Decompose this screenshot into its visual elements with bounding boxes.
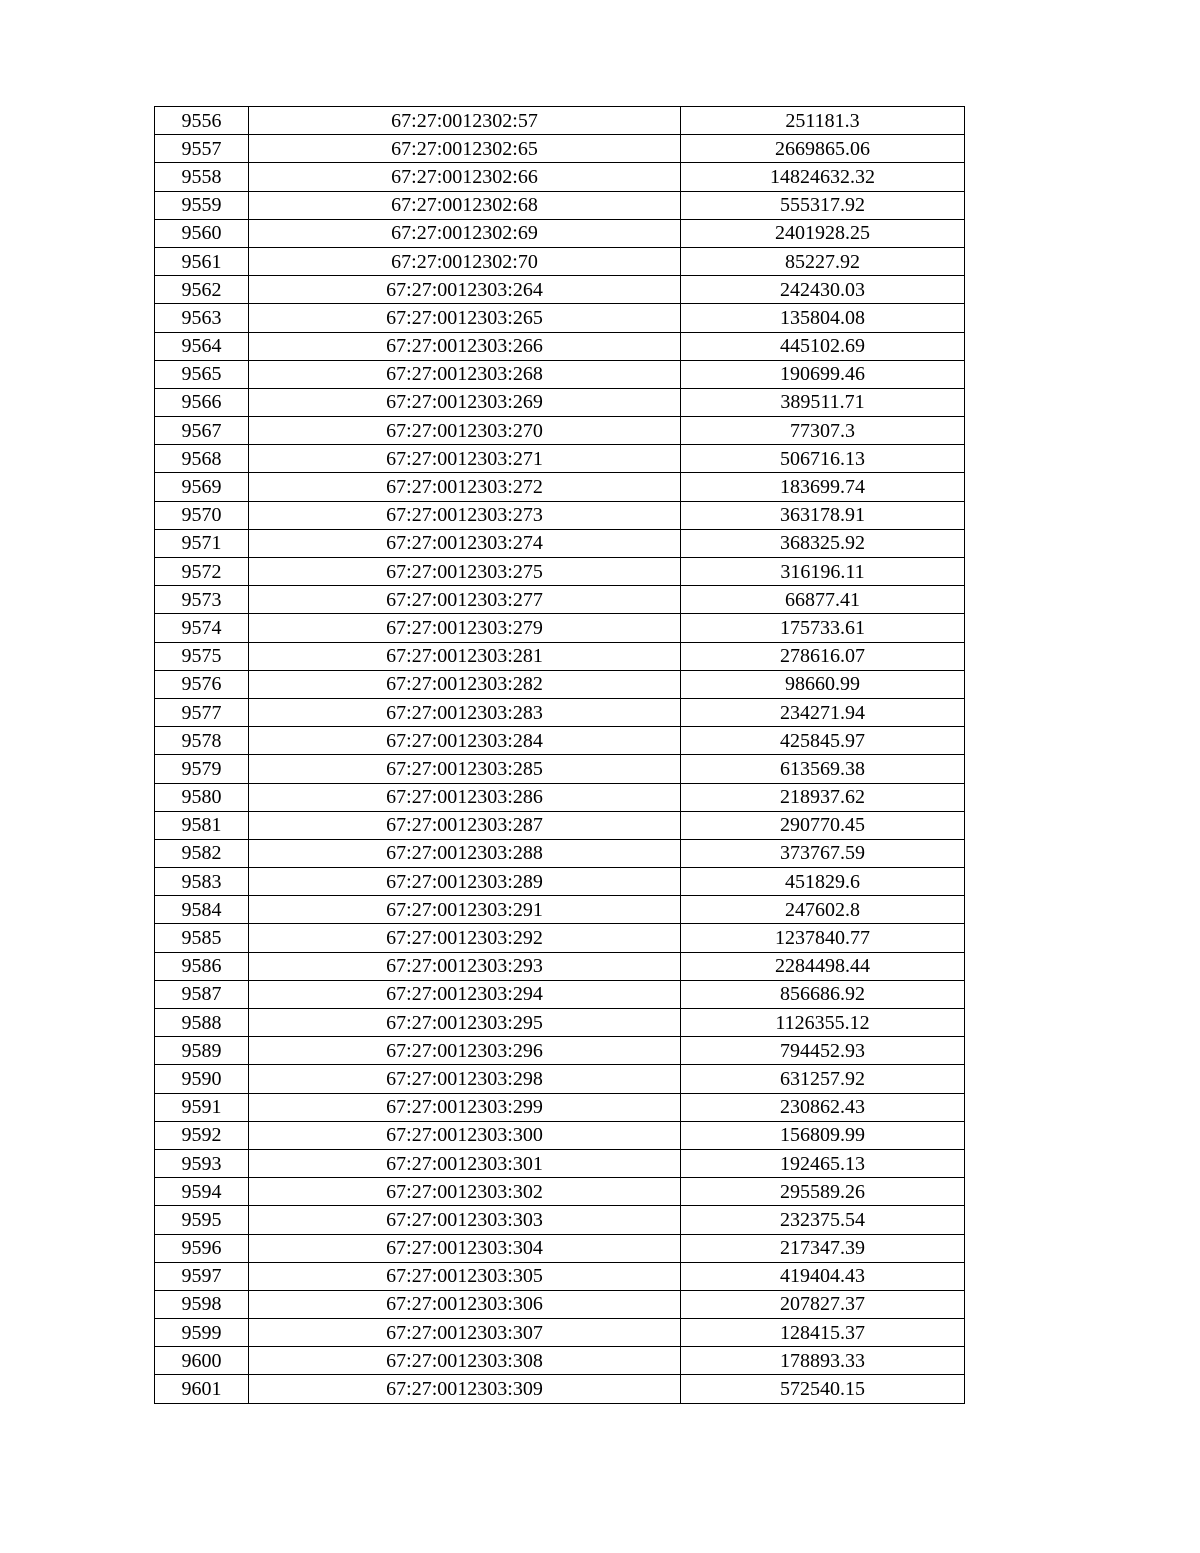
row-number-cell: 9575 bbox=[155, 642, 249, 670]
value-cell: 295589.26 bbox=[681, 1178, 965, 1206]
cadastral-number-cell: 67:27:0012303:275 bbox=[249, 558, 681, 586]
value-cell: 234271.94 bbox=[681, 698, 965, 726]
table-row bbox=[155, 473, 965, 501]
cadastral-number-cell: 67:27:0012303:292 bbox=[249, 924, 681, 952]
row-number-cell: 9588 bbox=[155, 1009, 249, 1037]
value-cell: 232375.54 bbox=[681, 1206, 965, 1234]
table-row bbox=[155, 1262, 965, 1290]
cadastral-number-cell: 67:27:0012303:287 bbox=[249, 811, 681, 839]
value-cell: 175733.61 bbox=[681, 614, 965, 642]
table-row bbox=[155, 586, 965, 614]
value-cell: 1237840.77 bbox=[681, 924, 965, 952]
row-number-cell: 9580 bbox=[155, 783, 249, 811]
value-cell: 247602.8 bbox=[681, 896, 965, 924]
table-row bbox=[155, 727, 965, 755]
table-row bbox=[155, 952, 965, 980]
value-cell: 1126355.12 bbox=[681, 1009, 965, 1037]
table-row bbox=[155, 924, 965, 952]
table-row bbox=[155, 755, 965, 783]
cadastral-number-cell: 67:27:0012303:277 bbox=[249, 586, 681, 614]
value-cell: 419404.43 bbox=[681, 1262, 965, 1290]
table-body bbox=[155, 107, 965, 1404]
table-row bbox=[155, 1290, 965, 1318]
table-row bbox=[155, 1178, 965, 1206]
cadastral-number-cell: 67:27:0012303:306 bbox=[249, 1290, 681, 1318]
cadastral-number-cell: 67:27:0012303:282 bbox=[249, 670, 681, 698]
row-number-cell: 9565 bbox=[155, 360, 249, 388]
value-cell: 572540.15 bbox=[681, 1375, 965, 1403]
row-number-cell: 9593 bbox=[155, 1149, 249, 1177]
value-cell: 98660.99 bbox=[681, 670, 965, 698]
table-row bbox=[155, 1065, 965, 1093]
table-row bbox=[155, 163, 965, 191]
cadastral-number-cell: 67:27:0012303:309 bbox=[249, 1375, 681, 1403]
value-cell: 85227.92 bbox=[681, 247, 965, 275]
value-cell: 183699.74 bbox=[681, 473, 965, 501]
row-number-cell: 9590 bbox=[155, 1065, 249, 1093]
value-cell: 389511.71 bbox=[681, 388, 965, 416]
row-number-cell: 9599 bbox=[155, 1319, 249, 1347]
row-number-cell: 9585 bbox=[155, 924, 249, 952]
table-row bbox=[155, 698, 965, 726]
row-number-cell: 9563 bbox=[155, 304, 249, 332]
table-row bbox=[155, 332, 965, 360]
table-row bbox=[155, 868, 965, 896]
value-cell: 631257.92 bbox=[681, 1065, 965, 1093]
row-number-cell: 9557 bbox=[155, 135, 249, 163]
value-cell: 77307.3 bbox=[681, 417, 965, 445]
cadastral-number-cell: 67:27:0012303:296 bbox=[249, 1037, 681, 1065]
value-cell: 506716.13 bbox=[681, 445, 965, 473]
table-row bbox=[155, 614, 965, 642]
value-cell: 218937.62 bbox=[681, 783, 965, 811]
table-row bbox=[155, 980, 965, 1008]
cadastral-number-cell: 67:27:0012302:69 bbox=[249, 219, 681, 247]
table-row bbox=[155, 529, 965, 557]
cadastral-number-cell: 67:27:0012303:289 bbox=[249, 868, 681, 896]
table-row bbox=[155, 783, 965, 811]
cadastral-number-cell: 67:27:0012303:286 bbox=[249, 783, 681, 811]
cadastral-number-cell: 67:27:0012303:308 bbox=[249, 1347, 681, 1375]
cadastral-number-cell: 67:27:0012303:268 bbox=[249, 360, 681, 388]
value-cell: 66877.41 bbox=[681, 586, 965, 614]
cadastral-number-cell: 67:27:0012303:291 bbox=[249, 896, 681, 924]
cadastral-number-cell: 67:27:0012303:300 bbox=[249, 1121, 681, 1149]
value-cell: 613569.38 bbox=[681, 755, 965, 783]
row-number-cell: 9572 bbox=[155, 558, 249, 586]
row-number-cell: 9568 bbox=[155, 445, 249, 473]
table-row bbox=[155, 191, 965, 219]
cadastral-number-cell: 67:27:0012302:65 bbox=[249, 135, 681, 163]
cadastral-number-cell: 67:27:0012303:303 bbox=[249, 1206, 681, 1234]
cadastral-number-cell: 67:27:0012303:264 bbox=[249, 276, 681, 304]
row-number-cell: 9581 bbox=[155, 811, 249, 839]
value-cell: 2284498.44 bbox=[681, 952, 965, 980]
row-number-cell: 9566 bbox=[155, 388, 249, 416]
value-cell: 2401928.25 bbox=[681, 219, 965, 247]
cadastral-number-cell: 67:27:0012303:281 bbox=[249, 642, 681, 670]
row-number-cell: 9582 bbox=[155, 839, 249, 867]
cadastral-number-cell: 67:27:0012303:269 bbox=[249, 388, 681, 416]
value-cell: 425845.97 bbox=[681, 727, 965, 755]
table-row bbox=[155, 135, 965, 163]
cadastral-number-cell: 67:27:0012302:66 bbox=[249, 163, 681, 191]
table-row bbox=[155, 304, 965, 332]
value-cell: 363178.91 bbox=[681, 501, 965, 529]
row-number-cell: 9570 bbox=[155, 501, 249, 529]
row-number-cell: 9573 bbox=[155, 586, 249, 614]
cadastral-number-cell: 67:27:0012302:57 bbox=[249, 107, 681, 135]
value-cell: 217347.39 bbox=[681, 1234, 965, 1262]
row-number-cell: 9584 bbox=[155, 896, 249, 924]
value-cell: 2669865.06 bbox=[681, 135, 965, 163]
value-cell: 14824632.32 bbox=[681, 163, 965, 191]
cadastral-number-cell: 67:27:0012303:305 bbox=[249, 1262, 681, 1290]
row-number-cell: 9562 bbox=[155, 276, 249, 304]
value-cell: 794452.93 bbox=[681, 1037, 965, 1065]
row-number-cell: 9600 bbox=[155, 1347, 249, 1375]
table-row bbox=[155, 558, 965, 586]
row-number-cell: 9587 bbox=[155, 980, 249, 1008]
value-cell: 156809.99 bbox=[681, 1121, 965, 1149]
cadastral-number-cell: 67:27:0012303:283 bbox=[249, 698, 681, 726]
table-row bbox=[155, 1347, 965, 1375]
table-row bbox=[155, 1037, 965, 1065]
table-row bbox=[155, 1234, 965, 1262]
value-cell: 207827.37 bbox=[681, 1290, 965, 1318]
value-cell: 242430.03 bbox=[681, 276, 965, 304]
table-row bbox=[155, 642, 965, 670]
table-row bbox=[155, 276, 965, 304]
cadastral-number-cell: 67:27:0012303:266 bbox=[249, 332, 681, 360]
value-cell: 135804.08 bbox=[681, 304, 965, 332]
cadastral-number-cell: 67:27:0012303:304 bbox=[249, 1234, 681, 1262]
cadastral-number-cell: 67:27:0012303:274 bbox=[249, 529, 681, 557]
cadastral-number-cell: 67:27:0012303:295 bbox=[249, 1009, 681, 1037]
row-number-cell: 9564 bbox=[155, 332, 249, 360]
cadastral-number-cell: 67:27:0012303:293 bbox=[249, 952, 681, 980]
row-number-cell: 9592 bbox=[155, 1121, 249, 1149]
table-row bbox=[155, 219, 965, 247]
row-number-cell: 9579 bbox=[155, 755, 249, 783]
table-row bbox=[155, 839, 965, 867]
value-cell: 555317.92 bbox=[681, 191, 965, 219]
cadastral-number-cell: 67:27:0012303:288 bbox=[249, 839, 681, 867]
table-row bbox=[155, 501, 965, 529]
row-number-cell: 9576 bbox=[155, 670, 249, 698]
value-cell: 290770.45 bbox=[681, 811, 965, 839]
cadastral-number-cell: 67:27:0012303:302 bbox=[249, 1178, 681, 1206]
cadastral-number-cell: 67:27:0012303:271 bbox=[249, 445, 681, 473]
row-number-cell: 9558 bbox=[155, 163, 249, 191]
row-number-cell: 9560 bbox=[155, 219, 249, 247]
table-row bbox=[155, 811, 965, 839]
row-number-cell: 9586 bbox=[155, 952, 249, 980]
row-number-cell: 9597 bbox=[155, 1262, 249, 1290]
table-row bbox=[155, 1375, 965, 1403]
table-row bbox=[155, 1009, 965, 1037]
cadastral-value-table bbox=[154, 106, 965, 1404]
cadastral-number-cell: 67:27:0012303:307 bbox=[249, 1319, 681, 1347]
row-number-cell: 9571 bbox=[155, 529, 249, 557]
row-number-cell: 9556 bbox=[155, 107, 249, 135]
value-cell: 178893.33 bbox=[681, 1347, 965, 1375]
row-number-cell: 9577 bbox=[155, 698, 249, 726]
value-cell: 445102.69 bbox=[681, 332, 965, 360]
value-cell: 192465.13 bbox=[681, 1149, 965, 1177]
table-row bbox=[155, 1121, 965, 1149]
cadastral-number-cell: 67:27:0012303:270 bbox=[249, 417, 681, 445]
row-number-cell: 9583 bbox=[155, 868, 249, 896]
cadastral-number-cell: 67:27:0012303:272 bbox=[249, 473, 681, 501]
cadastral-number-cell: 67:27:0012303:301 bbox=[249, 1149, 681, 1177]
cadastral-number-cell: 67:27:0012303:299 bbox=[249, 1093, 681, 1121]
table-row bbox=[155, 670, 965, 698]
value-cell: 368325.92 bbox=[681, 529, 965, 557]
table-row bbox=[155, 1206, 965, 1234]
table-row bbox=[155, 1319, 965, 1347]
value-cell: 451829.6 bbox=[681, 868, 965, 896]
row-number-cell: 9598 bbox=[155, 1290, 249, 1318]
cadastral-number-cell: 67:27:0012302:70 bbox=[249, 247, 681, 275]
row-number-cell: 9591 bbox=[155, 1093, 249, 1121]
value-cell: 316196.11 bbox=[681, 558, 965, 586]
row-number-cell: 9561 bbox=[155, 247, 249, 275]
row-number-cell: 9601 bbox=[155, 1375, 249, 1403]
value-cell: 251181.3 bbox=[681, 107, 965, 135]
table-row bbox=[155, 247, 965, 275]
value-cell: 278616.07 bbox=[681, 642, 965, 670]
value-cell: 128415.37 bbox=[681, 1319, 965, 1347]
row-number-cell: 9567 bbox=[155, 417, 249, 445]
row-number-cell: 9589 bbox=[155, 1037, 249, 1065]
value-cell: 373767.59 bbox=[681, 839, 965, 867]
cadastral-number-cell: 67:27:0012303:273 bbox=[249, 501, 681, 529]
value-cell: 190699.46 bbox=[681, 360, 965, 388]
table-row bbox=[155, 388, 965, 416]
row-number-cell: 9559 bbox=[155, 191, 249, 219]
table-row bbox=[155, 360, 965, 388]
cadastral-number-cell: 67:27:0012303:298 bbox=[249, 1065, 681, 1093]
table-row bbox=[155, 107, 965, 135]
row-number-cell: 9596 bbox=[155, 1234, 249, 1262]
cadastral-number-cell: 67:27:0012303:285 bbox=[249, 755, 681, 783]
table-row bbox=[155, 896, 965, 924]
table-row bbox=[155, 1093, 965, 1121]
row-number-cell: 9569 bbox=[155, 473, 249, 501]
value-cell: 856686.92 bbox=[681, 980, 965, 1008]
cadastral-number-cell: 67:27:0012303:265 bbox=[249, 304, 681, 332]
row-number-cell: 9594 bbox=[155, 1178, 249, 1206]
row-number-cell: 9595 bbox=[155, 1206, 249, 1234]
cadastral-number-cell: 67:27:0012303:279 bbox=[249, 614, 681, 642]
row-number-cell: 9574 bbox=[155, 614, 249, 642]
row-number-cell: 9578 bbox=[155, 727, 249, 755]
cadastral-number-cell: 67:27:0012302:68 bbox=[249, 191, 681, 219]
cadastral-number-cell: 67:27:0012303:284 bbox=[249, 727, 681, 755]
table-row bbox=[155, 445, 965, 473]
table-row bbox=[155, 1149, 965, 1177]
table-row bbox=[155, 417, 965, 445]
value-cell: 230862.43 bbox=[681, 1093, 965, 1121]
cadastral-number-cell: 67:27:0012303:294 bbox=[249, 980, 681, 1008]
